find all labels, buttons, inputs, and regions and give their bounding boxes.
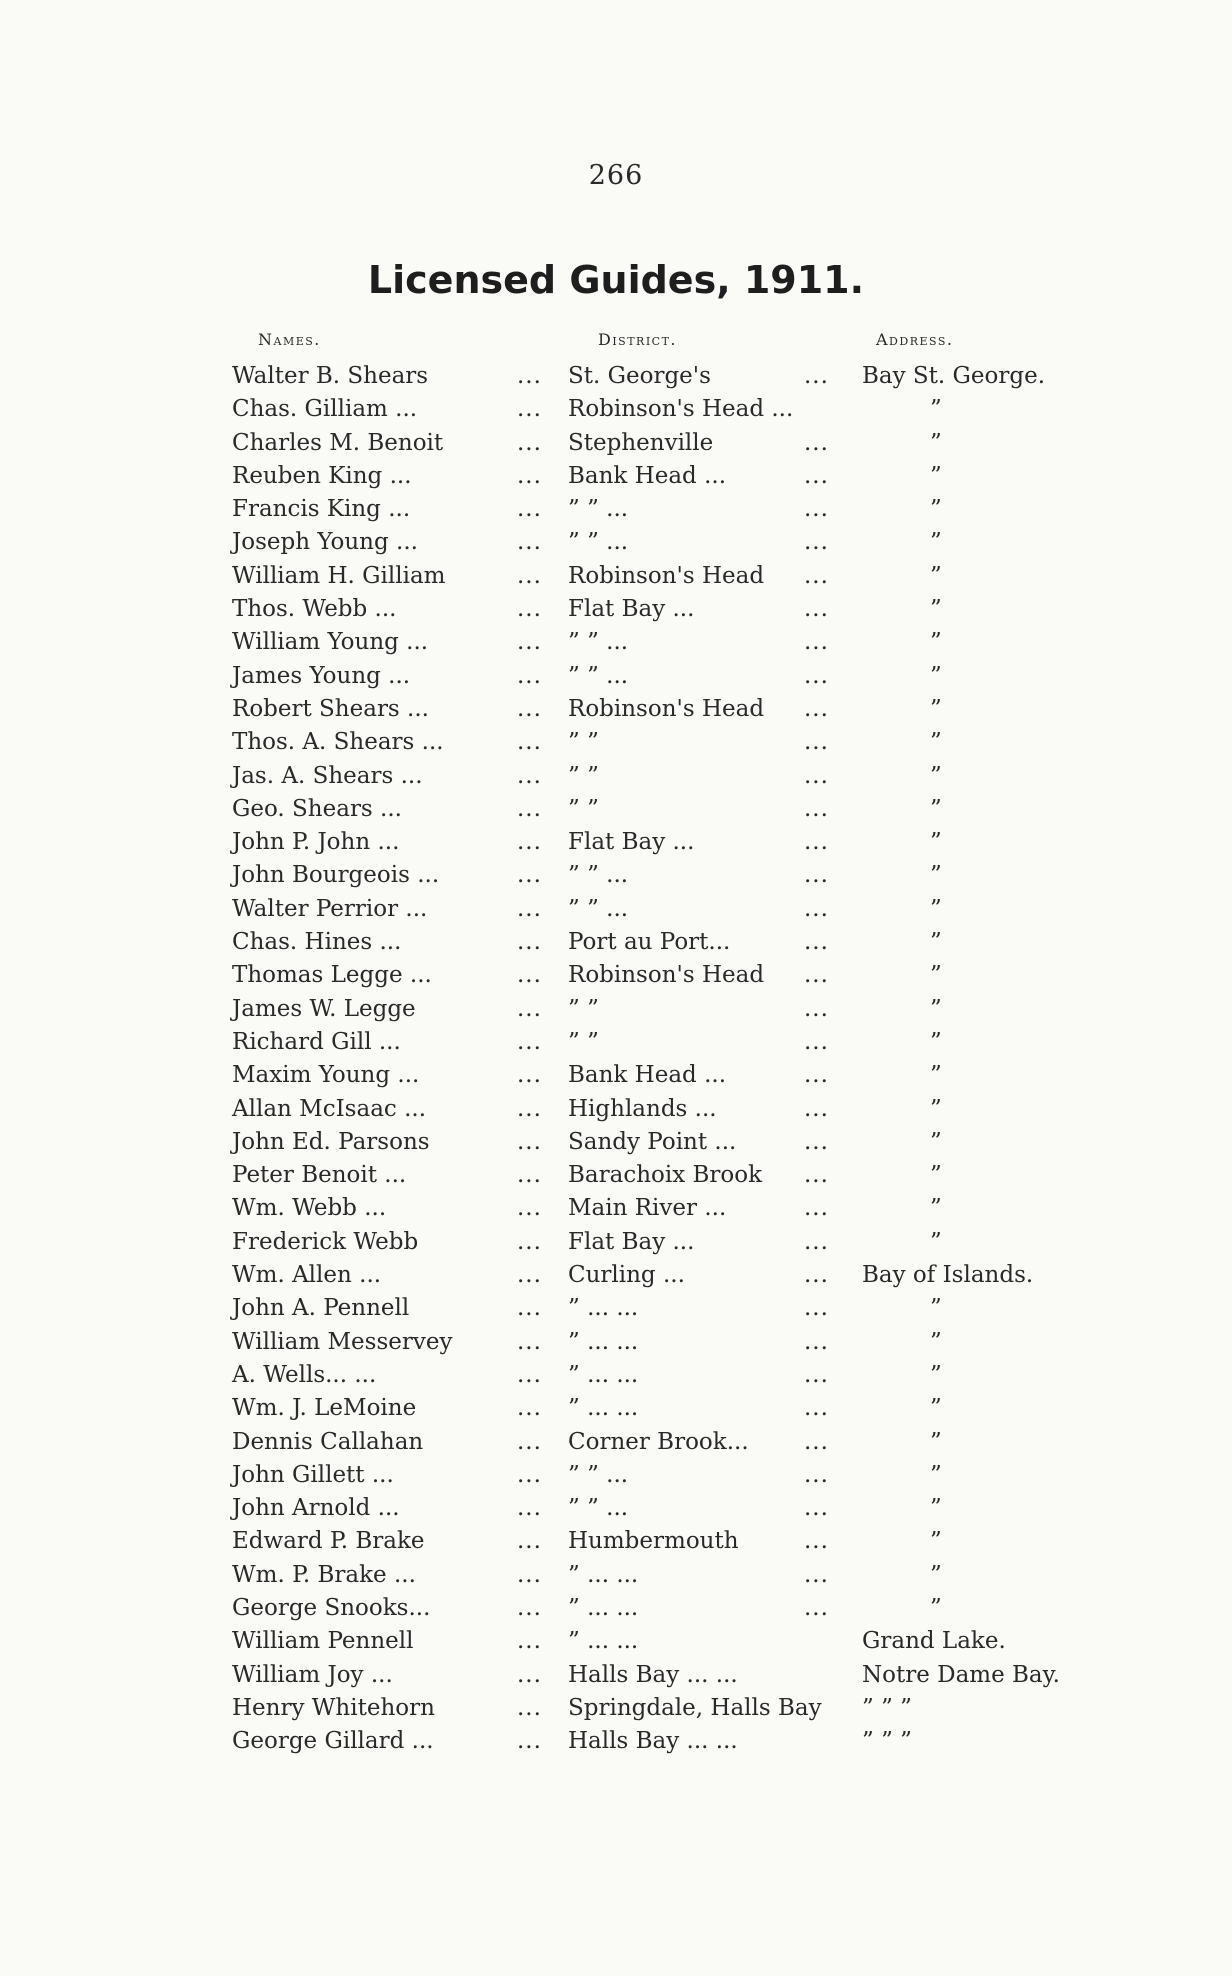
guide-name: John A. Pennell (232, 1295, 410, 1322)
guide-name: William Joy ... (232, 1661, 393, 1688)
guide-name: Chas. Hines ... (232, 929, 402, 956)
list-item (0, 1093, 1232, 1126)
guide-address: ” (930, 1528, 942, 1555)
leader-dots: ... (804, 1095, 829, 1122)
guide-address: ” (930, 1128, 942, 1155)
list-item (0, 1592, 1232, 1625)
leader-dots: ... (517, 1728, 542, 1755)
list-item (0, 793, 1232, 826)
leader-dots: ... (804, 429, 829, 456)
leader-dots: ... (804, 762, 829, 789)
guide-address: Bay St. George. (862, 363, 1046, 389)
leader-dots: ... (517, 1028, 542, 1055)
guide-address: ” (930, 1461, 942, 1488)
leader-dots: ... (517, 1128, 542, 1155)
guide-district: ” ” ... (568, 862, 629, 889)
column-headers (0, 330, 1232, 354)
leader-dots: ... (517, 529, 542, 556)
district-column-header: District. (598, 330, 678, 349)
list-item (0, 1559, 1232, 1592)
guide-name: Robert Shears ... (232, 695, 429, 722)
guide-district: Halls Bay ... ... (568, 1661, 738, 1688)
guide-address: Grand Lake. (862, 1628, 1006, 1655)
guide-address: ” (930, 929, 942, 956)
guide-district: ” ... ... (568, 1361, 639, 1388)
leader-dots: ... (804, 1262, 829, 1289)
leader-dots: ... (517, 929, 542, 956)
guide-district: Barachoix Brook (568, 1162, 763, 1189)
guide-district: ” ” ... (568, 895, 629, 922)
list-item (0, 993, 1232, 1026)
leader-dots: ... (517, 1461, 542, 1488)
leader-dots: ... (804, 695, 829, 722)
guide-name: Walter B. Shears (232, 363, 429, 389)
list-item (0, 859, 1232, 892)
list-item (0, 1326, 1232, 1359)
list-item (0, 760, 1232, 793)
leader-dots: ... (804, 496, 829, 523)
guide-address: ” (930, 662, 942, 689)
guide-name: William Young ... (232, 629, 429, 656)
list-item (0, 959, 1232, 992)
leader-dots: ... (517, 1295, 542, 1322)
leader-dots: ... (517, 729, 542, 756)
list-item (0, 660, 1232, 693)
guide-district: Robinson's Head (568, 962, 765, 989)
leader-dots: ... (804, 1461, 829, 1488)
leader-dots: ... (804, 1228, 829, 1255)
leader-dots: ... (517, 629, 542, 656)
guide-district: Bank Head ... (568, 1062, 727, 1089)
guide-name: John Ed. Parsons (232, 1128, 430, 1155)
guide-address: ” (930, 1028, 942, 1055)
guide-name: Wm. Webb ... (232, 1195, 387, 1222)
leader-dots: ... (804, 1361, 829, 1388)
list-item (0, 693, 1232, 726)
leader-dots: ... (517, 962, 542, 989)
guide-district: ” ” ... (568, 496, 629, 523)
leader-dots: ... (804, 363, 829, 389)
list-item (0, 1126, 1232, 1159)
guide-address: ” (930, 1361, 942, 1388)
guide-name: Richard Gill ... (232, 1028, 401, 1055)
guide-name: William Messervey (232, 1328, 453, 1355)
leader-dots: ... (517, 1661, 542, 1688)
guide-name: James W. Legge (232, 995, 416, 1022)
guide-address: ” (930, 895, 942, 922)
guide-name: Reuben King ... (232, 462, 412, 489)
guide-name: John Bourgeois ... (232, 862, 440, 889)
leader-dots: ... (804, 1395, 829, 1422)
leader-dots: ... (804, 795, 829, 822)
guide-address: ” (930, 1328, 942, 1355)
guide-district: Springdale, Halls Bay (568, 1694, 822, 1721)
leader-dots: ... (517, 662, 542, 689)
guide-address: ” (930, 995, 942, 1022)
list-item (0, 726, 1232, 759)
guide-address: ” (930, 1295, 942, 1322)
leader-dots: ... (517, 1228, 542, 1255)
guide-address: ” ” ” (862, 1694, 912, 1721)
list-item (0, 1226, 1232, 1259)
guide-name: William Pennell (232, 1628, 414, 1655)
guide-address: ” (930, 1095, 942, 1122)
leader-dots: ... (804, 1128, 829, 1155)
guide-address: ” (930, 795, 942, 822)
leader-dots: ... (804, 995, 829, 1022)
guide-district: ” ... ... (568, 1295, 639, 1322)
leader-dots: ... (517, 1628, 542, 1655)
guide-district: ” ... ... (568, 1628, 639, 1655)
guide-district: Flat Bay ... (568, 829, 695, 856)
list-item (0, 1259, 1232, 1292)
list-item (0, 460, 1232, 493)
guide-address: ” (930, 962, 942, 989)
guide-address: ” (930, 529, 942, 556)
leader-dots: ... (517, 1328, 542, 1355)
list-item (0, 1192, 1232, 1225)
guide-name: Thos. A. Shears ... (232, 729, 444, 756)
leader-dots: ... (517, 1694, 542, 1721)
list-item (0, 1692, 1232, 1725)
leader-dots: ... (804, 596, 829, 623)
guide-name: John P. John ... (232, 829, 400, 856)
guide-address: ” (930, 1561, 942, 1588)
guide-name: Chas. Gilliam ... (232, 396, 418, 423)
guide-name: John Arnold ... (232, 1495, 400, 1522)
list-item (0, 560, 1232, 593)
list-item (0, 893, 1232, 926)
list-item (0, 1359, 1232, 1392)
guide-name: Allan McIsaac ... (232, 1095, 427, 1122)
leader-dots: ... (804, 1295, 829, 1322)
leader-dots: ... (804, 1594, 829, 1621)
address-column-header: Address. (876, 330, 954, 349)
leader-dots: ... (804, 562, 829, 589)
list-item (0, 1659, 1232, 1692)
guide-district: ” ” (568, 1028, 599, 1055)
guide-name: Joseph Young ... (232, 529, 418, 556)
guide-name: Edward P. Brake (232, 1528, 425, 1555)
guide-district: Robinson's Head (568, 695, 765, 722)
list-item (0, 1292, 1232, 1325)
page-title: Licensed Guides, 1911. (367, 258, 865, 302)
guide-address: ” (930, 1195, 942, 1222)
leader-dots: ... (517, 762, 542, 789)
guide-address: ” ” ” (862, 1728, 912, 1755)
list-item (0, 1159, 1232, 1192)
leader-dots: ... (804, 729, 829, 756)
guide-name: Jas. A. Shears ... (232, 762, 423, 789)
leader-dots: ... (517, 795, 542, 822)
guide-district: ” ” ... (568, 629, 629, 656)
leader-dots: ... (517, 862, 542, 889)
guide-address: ” (930, 1428, 942, 1455)
guide-address: ” (930, 1395, 942, 1422)
guide-name: William H. Gilliam (232, 562, 446, 589)
list-item (0, 1492, 1232, 1525)
leader-dots: ... (517, 1095, 542, 1122)
list-item (0, 626, 1232, 659)
guide-name: Thos. Webb ... (232, 596, 397, 623)
guide-address: ” (930, 462, 942, 489)
guide-district: ” ... ... (568, 1594, 639, 1621)
leader-dots: ... (517, 1062, 542, 1089)
names-column-header: Names. (258, 330, 321, 349)
guide-address: ” (930, 1162, 942, 1189)
guide-district: Robinson's Head ... (568, 396, 794, 423)
leader-dots: ... (804, 662, 829, 689)
leader-dots: ... (517, 363, 542, 389)
guides-list (0, 360, 1232, 1758)
leader-dots: ... (517, 695, 542, 722)
list-item (0, 1725, 1232, 1758)
list-item (0, 926, 1232, 959)
list-item (0, 427, 1232, 460)
leader-dots: ... (517, 1262, 542, 1289)
leader-dots: ... (517, 1495, 542, 1522)
leader-dots: ... (804, 1328, 829, 1355)
guide-name: Henry Whitehorn (232, 1694, 435, 1721)
guide-name: Wm. J. LeMoine (232, 1395, 417, 1422)
list-item (0, 1026, 1232, 1059)
guide-district: Stephenville (568, 429, 714, 456)
leader-dots: ... (517, 1395, 542, 1422)
leader-dots: ... (804, 1428, 829, 1455)
guide-name: Francis King ... (232, 496, 411, 523)
leader-dots: ... (517, 995, 542, 1022)
leader-dots: ... (517, 1361, 542, 1388)
guide-district: St. George's (568, 363, 711, 389)
list-item (0, 1625, 1232, 1658)
leader-dots: ... (517, 1195, 542, 1222)
guide-name: Walter Perrior ... (232, 895, 428, 922)
leader-dots: ... (804, 1561, 829, 1588)
leader-dots: ... (517, 596, 542, 623)
guide-name: George Snooks... (232, 1594, 431, 1621)
leader-dots: ... (517, 1428, 542, 1455)
guide-district: ” ” (568, 729, 599, 756)
list-item (0, 1426, 1232, 1459)
leader-dots: ... (804, 929, 829, 956)
guide-address: ” (930, 1062, 942, 1089)
leader-dots: ... (804, 462, 829, 489)
leader-dots: ... (804, 895, 829, 922)
leader-dots: ... (517, 1561, 542, 1588)
guide-address: ” (930, 762, 942, 789)
leader-dots: ... (804, 829, 829, 856)
guide-name: John Gillett ... (232, 1461, 394, 1488)
guide-address: Bay of Islands. (862, 1262, 1034, 1289)
guide-address: ” (930, 429, 942, 456)
guide-district: Port au Port... (568, 929, 731, 956)
guide-name: George Gillard ... (232, 1728, 434, 1755)
leader-dots: ... (804, 1062, 829, 1089)
guide-district: Flat Bay ... (568, 1228, 695, 1255)
guide-address: ” (930, 496, 942, 523)
leader-dots: ... (804, 1528, 829, 1555)
guide-name: Geo. Shears ... (232, 795, 402, 822)
list-item (0, 1392, 1232, 1425)
guide-district: ” ... ... (568, 1328, 639, 1355)
guide-name: Wm. P. Brake ... (232, 1561, 416, 1588)
guide-address: ” (930, 629, 942, 656)
guide-name: Maxim Young ... (232, 1062, 420, 1089)
guide-address: ” (930, 1228, 942, 1255)
list-item (0, 826, 1232, 859)
guide-district: ” ” ... (568, 529, 629, 556)
list-item (0, 1059, 1232, 1092)
guide-district: Robinson's Head (568, 562, 765, 589)
leader-dots: ... (517, 1162, 542, 1189)
guide-name: Thomas Legge ... (232, 962, 432, 989)
guide-district: ” ... ... (568, 1561, 639, 1588)
leader-dots: ... (804, 1495, 829, 1522)
leader-dots: ... (804, 1162, 829, 1189)
list-item (0, 393, 1232, 426)
guide-address: ” (930, 695, 942, 722)
guide-district: Flat Bay ... (568, 596, 695, 623)
guide-district: Highlands ... (568, 1095, 717, 1122)
list-item (0, 1459, 1232, 1492)
list-item (0, 360, 1232, 393)
guide-district: Main River ... (568, 1195, 727, 1222)
guide-name: Peter Benoit ... (232, 1162, 407, 1189)
list-item (0, 493, 1232, 526)
list-item (0, 1525, 1232, 1558)
guide-name: Wm. Allen ... (232, 1262, 382, 1289)
guide-name: James Young ... (232, 662, 411, 689)
list-item (0, 526, 1232, 559)
guide-address: ” (930, 729, 942, 756)
guide-address: ” (930, 562, 942, 589)
guide-district: Sandy Point ... (568, 1128, 737, 1155)
leader-dots: ... (804, 1195, 829, 1222)
leader-dots: ... (517, 462, 542, 489)
leader-dots: ... (517, 496, 542, 523)
leader-dots: ... (517, 895, 542, 922)
list-item (0, 593, 1232, 626)
guide-district: Curling ... (568, 1262, 685, 1289)
leader-dots: ... (517, 1528, 542, 1555)
leader-dots: ... (517, 429, 542, 456)
guide-district: Humbermouth (568, 1528, 739, 1555)
leader-dots: ... (804, 1028, 829, 1055)
leader-dots: ... (517, 1594, 542, 1621)
leader-dots: ... (517, 396, 542, 423)
guide-district: Corner Brook... (568, 1428, 749, 1455)
leader-dots: ... (804, 862, 829, 889)
guide-address: ” (930, 1594, 942, 1621)
guide-name: Charles M. Benoit (232, 429, 444, 456)
guide-district: Halls Bay ... ... (568, 1728, 738, 1755)
leader-dots: ... (804, 529, 829, 556)
leader-dots: ... (804, 629, 829, 656)
leader-dots: ... (517, 829, 542, 856)
guide-district: ” ” (568, 762, 599, 789)
guide-name: A. Wells... ... (232, 1361, 377, 1388)
guide-district: Bank Head ... (568, 462, 727, 489)
guide-address: ” (930, 1495, 942, 1522)
guide-district: ” ” (568, 995, 599, 1022)
guide-district: ” ” ... (568, 1461, 629, 1488)
guide-district: ” ” (568, 795, 599, 822)
guide-address: Notre Dame Bay. (862, 1661, 1060, 1688)
guide-name: Frederick Webb (232, 1228, 419, 1255)
guide-name: Dennis Callahan (232, 1428, 424, 1455)
guide-district: ” ... ... (568, 1395, 639, 1422)
leader-dots: ... (804, 962, 829, 989)
guide-district: ” ” ... (568, 662, 629, 689)
guide-address: ” (930, 829, 942, 856)
guide-address: ” (930, 862, 942, 889)
guide-district: ” ” ... (568, 1495, 629, 1522)
leader-dots: ... (517, 562, 542, 589)
page-number: 266 (588, 160, 644, 191)
guide-address: ” (930, 596, 942, 623)
guide-address: ” (930, 396, 942, 423)
